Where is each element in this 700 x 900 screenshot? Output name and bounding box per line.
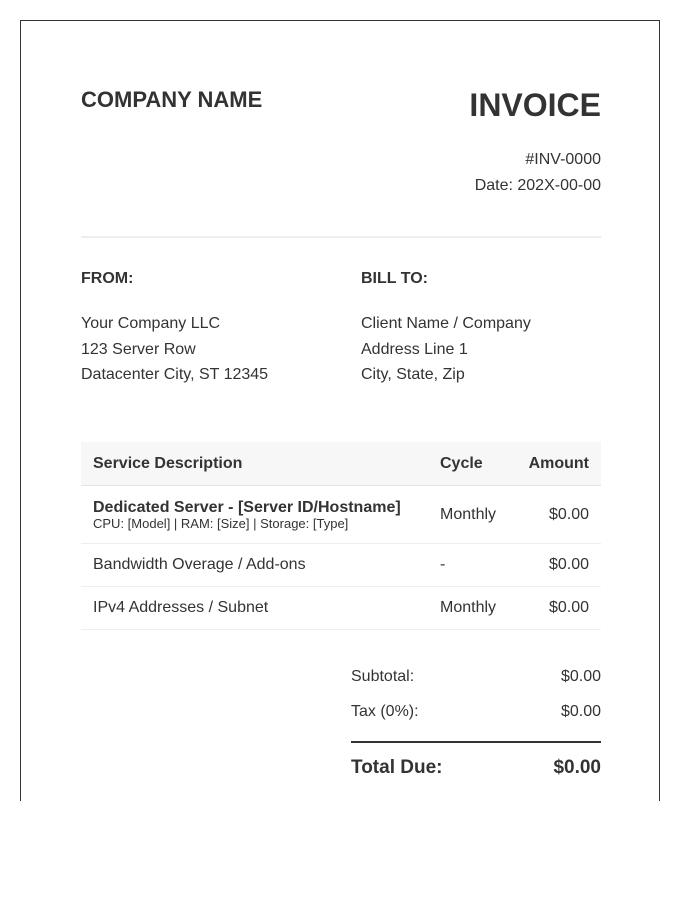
item-amount: $0.00 — [516, 486, 601, 544]
from-line-city: Datacenter City, ST 12345 — [81, 366, 269, 383]
total-due-row — [351, 743, 601, 783]
table-header-row — [81, 442, 601, 486]
from-line-address: 123 Server Row — [81, 340, 196, 358]
bill-to-heading: BILL TO: — [361, 270, 428, 287]
tax-value: $0.00 — [560, 703, 601, 720]
item-cycle: - — [428, 544, 516, 587]
from-line-company: Your Company LLC — [81, 315, 221, 332]
item-cycle: Monthly — [428, 587, 516, 630]
from-heading: FROM: — [81, 270, 134, 287]
item-amount: $0.00 — [516, 544, 601, 587]
company-name: COMPANY NAME — [81, 87, 263, 112]
item-title: Bandwidth Overage / Add-ons — [81, 544, 428, 587]
bill-to-line-city: City, State, Zip — [361, 366, 465, 383]
bill-to-section — [361, 269, 621, 388]
subtotal-value: $0.00 — [560, 668, 601, 685]
item-title: Dedicated Server - [Server ID/Hostname] — [93, 498, 401, 516]
total-due-value: $0.00 — [553, 757, 601, 778]
tax-row — [351, 701, 601, 736]
item-amount: $0.00 — [516, 587, 601, 630]
subtotal-row — [351, 666, 601, 701]
total-due-label: Total Due: — [351, 757, 443, 778]
line-items-table — [81, 442, 601, 630]
header-amount: Amount — [516, 442, 601, 486]
invoice-number: #INV-0000 — [525, 151, 601, 168]
table-row — [81, 587, 601, 630]
invoice-page — [20, 20, 660, 801]
item-title: IPv4 Addresses / Subnet — [81, 587, 428, 630]
bill-to-line-client: Client Name / Company — [361, 315, 531, 332]
totals-section — [351, 666, 601, 783]
invoice-title: INVOICE — [469, 87, 601, 123]
header-cycle: Cycle — [428, 442, 516, 486]
item-description-cell — [81, 486, 428, 544]
table-row — [81, 544, 601, 587]
bill-to-line-address: Address Line 1 — [361, 340, 468, 358]
invoice-date: Date: 202X-00-00 — [474, 177, 601, 194]
table-row — [81, 486, 601, 544]
header-divider — [81, 236, 601, 238]
item-detail: CPU: [Model] | RAM: [Size] | Storage: [Type] — [93, 515, 349, 531]
from-section — [81, 269, 341, 388]
item-cycle: Monthly — [428, 486, 516, 544]
subtotal-label: Subtotal: — [351, 668, 415, 685]
header-service-description: Service Description — [81, 442, 428, 486]
tax-label: Tax (0%): — [351, 703, 419, 720]
